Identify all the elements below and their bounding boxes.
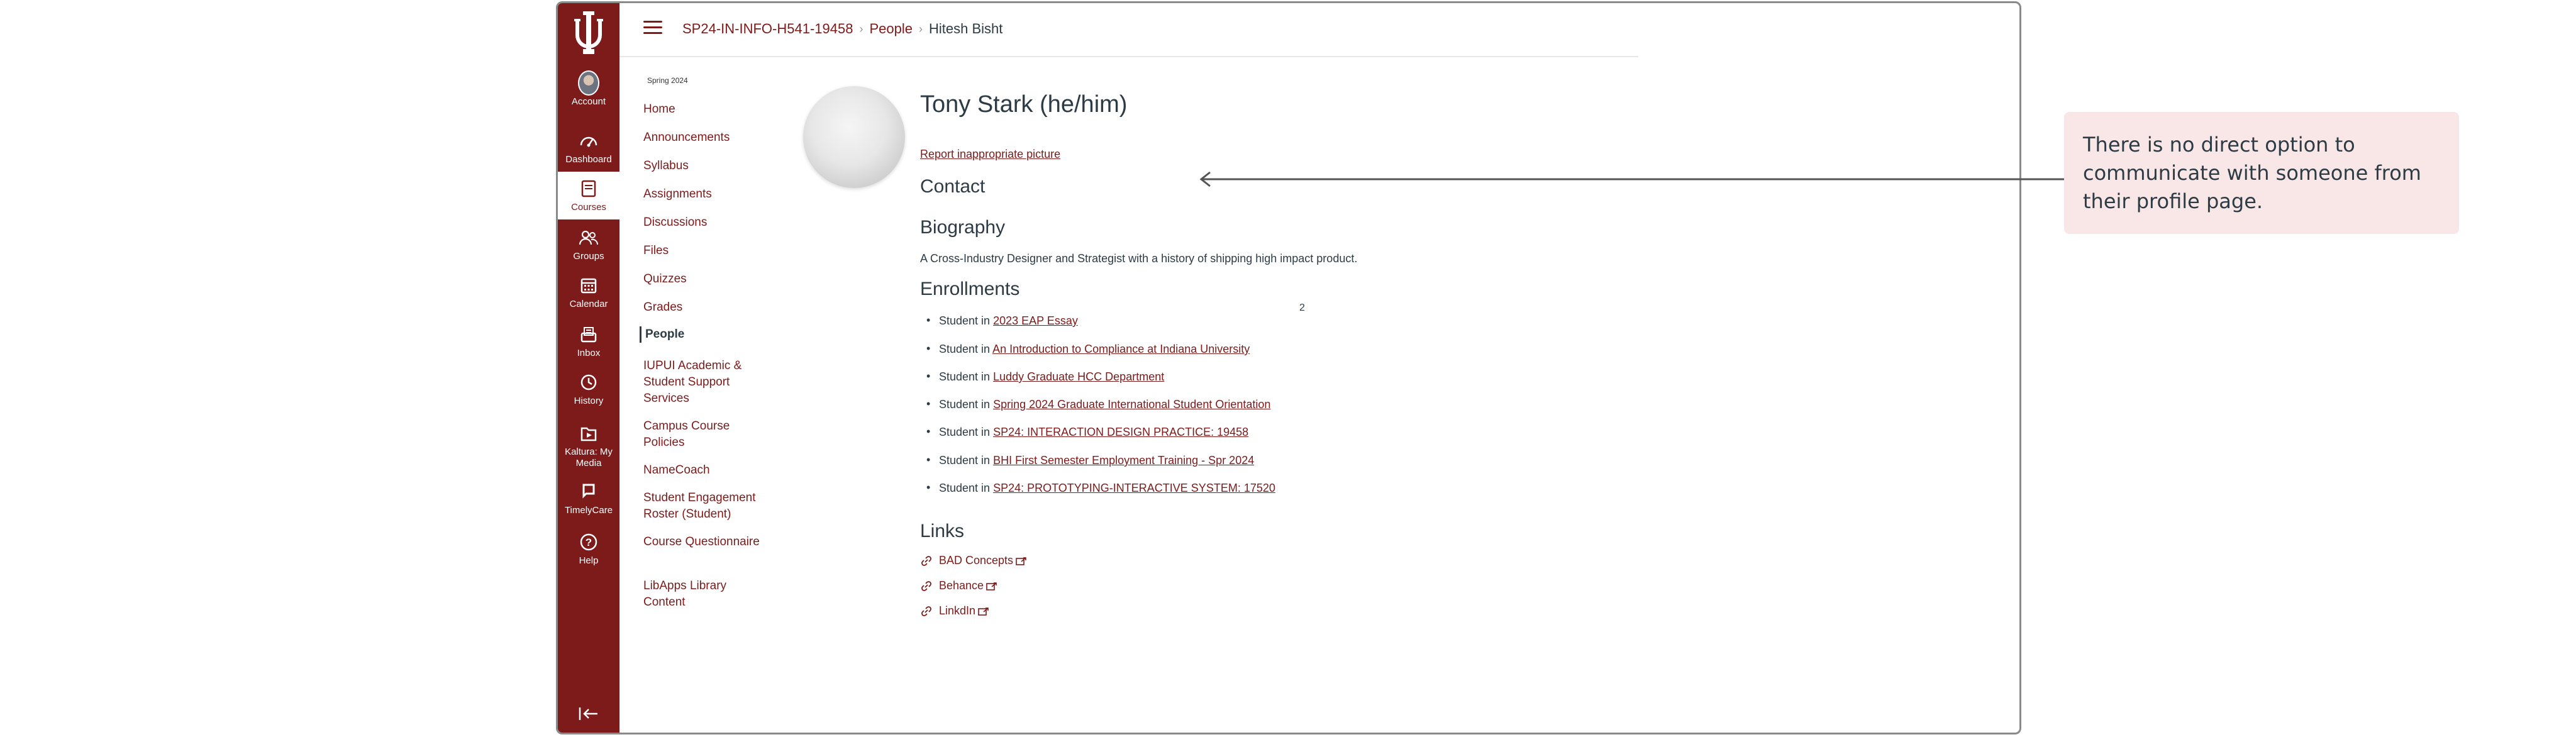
nav-history-label: History xyxy=(574,396,604,406)
enrollment-item xyxy=(939,398,1270,411)
enrollment-prefix: Student in xyxy=(939,482,991,494)
course-nav-discussions[interactable]: Discussions xyxy=(643,216,708,229)
chevron-right-icon: › xyxy=(859,22,863,35)
profile-link-linkedin[interactable] xyxy=(920,604,989,618)
enrollment-link[interactable]: An Introduction to Compliance at Indiana University xyxy=(992,343,1250,355)
course-nav-syllabus[interactable]: Syllabus xyxy=(643,159,689,172)
profile-link-label: LinkdIn xyxy=(939,604,976,617)
breadcrumb-course[interactable]: SP24-IN-INFO-H541-19458 xyxy=(682,21,853,36)
nav-calendar-label: Calendar xyxy=(569,299,608,309)
profile-avatar xyxy=(803,86,905,188)
external-link-icon xyxy=(1016,557,1027,565)
enrollment-prefix: Student in xyxy=(939,314,991,327)
enrollment-prefix: Student in xyxy=(939,454,991,467)
chevron-right-icon: › xyxy=(918,22,923,35)
enrollment-prefix: Student in xyxy=(939,426,991,438)
term-label: Spring 2024 xyxy=(647,76,688,85)
enrollment-link[interactable]: Luddy Graduate HCC Department xyxy=(993,370,1165,383)
nav-inbox-label: Inbox xyxy=(577,348,601,358)
enrollment-prefix: Student in xyxy=(939,370,991,383)
grades-badge: 2 xyxy=(1299,302,1305,313)
enrollment-item xyxy=(939,370,1164,384)
enrollment-link[interactable]: BHI First Semester Employment Training - Spr 2024 xyxy=(993,454,1255,467)
enrollment-prefix: Student in xyxy=(939,398,991,411)
profile-link-label: Behance xyxy=(939,579,984,592)
course-nav-home[interactable]: Home xyxy=(643,103,675,116)
enrollment-link[interactable]: 2023 EAP Essay xyxy=(993,314,1078,327)
enrollment-link[interactable]: SP24: INTERACTION DESIGN PRACTICE: 19458 xyxy=(993,426,1249,438)
enrollment-prefix: Student in xyxy=(939,343,991,355)
course-nav-iupui-support[interactable]: IUPUI Academic & Student Support Services xyxy=(643,359,742,405)
enrollment-item xyxy=(939,454,1254,467)
svg-text:?: ? xyxy=(585,536,592,548)
link-icon xyxy=(920,555,934,567)
nav-courses-label: Courses xyxy=(571,202,606,213)
nav-groups-label: Groups xyxy=(573,251,604,262)
course-nav-announcements[interactable]: Announcements xyxy=(643,131,730,144)
course-nav-people[interactable]: People xyxy=(640,326,765,343)
link-icon xyxy=(920,580,934,592)
enrollment-link[interactable]: Spring 2024 Graduate International Student Orientation xyxy=(993,398,1271,411)
external-link-icon xyxy=(978,607,989,616)
course-nav-files[interactable]: Files xyxy=(643,244,669,257)
nav-timelycare-label: TimelyCare xyxy=(564,505,613,516)
profile-name: Tony Stark (he/him) xyxy=(920,91,1128,118)
profile-link-bad-concepts[interactable] xyxy=(920,554,1027,567)
browser-window xyxy=(556,1,2021,734)
contact-heading: Contact xyxy=(920,176,985,197)
profile-content xyxy=(558,3,2019,733)
course-nav-quizzes[interactable]: Quizzes xyxy=(643,272,687,285)
breadcrumb-people[interactable]: People xyxy=(869,21,913,36)
course-nav-questionnaire[interactable]: Course Questionnaire xyxy=(643,535,760,548)
course-nav-engagement-roster[interactable]: Student Engagement Roster (Student) xyxy=(643,491,756,521)
enrollment-link[interactable]: SP24: PROTOTYPING-INTERACTIVE SYSTEM: 17520 xyxy=(993,482,1275,494)
enrollment-item xyxy=(939,343,1250,356)
biography-heading: Biography xyxy=(920,217,1006,238)
nav-account-label: Account xyxy=(571,96,606,107)
nav-dashboard-label: Dashboard xyxy=(565,154,612,165)
annotation-arrow xyxy=(1199,170,2064,189)
nav-help-label: Help xyxy=(579,555,599,566)
enrollments-heading: Enrollments xyxy=(920,279,1020,299)
enrollment-item xyxy=(939,482,1275,495)
profile-link-behance[interactable] xyxy=(920,579,997,592)
links-heading: Links xyxy=(920,521,965,541)
link-icon xyxy=(920,605,934,618)
course-nav-grades[interactable]: Grades xyxy=(643,301,683,314)
external-link-icon xyxy=(986,582,997,590)
profile-link-label: BAD Concepts xyxy=(939,554,1014,567)
breadcrumb-current: Hitesh Bisht xyxy=(928,21,1003,36)
course-nav-assignments[interactable]: Assignments xyxy=(643,187,712,201)
report-picture-link[interactable]: Report inappropriate picture xyxy=(920,148,1061,160)
course-nav-libapps[interactable]: LibApps Library Content xyxy=(643,579,727,609)
course-nav-namecoach[interactable]: NameCoach xyxy=(643,463,710,477)
biography-text: A Cross-Industry Designer and Strategist with a history of shipping high impact product. xyxy=(920,252,1358,265)
nav-kaltura-label: Kaltura: My Media xyxy=(565,446,613,468)
course-nav-campus-policies[interactable]: Campus Course Policies xyxy=(643,419,730,449)
enrollment-item xyxy=(939,314,1078,328)
enrollment-item xyxy=(939,426,1248,439)
annotation-callout: There is no direct option to communicate with someone from their profile page. xyxy=(2064,112,2459,234)
